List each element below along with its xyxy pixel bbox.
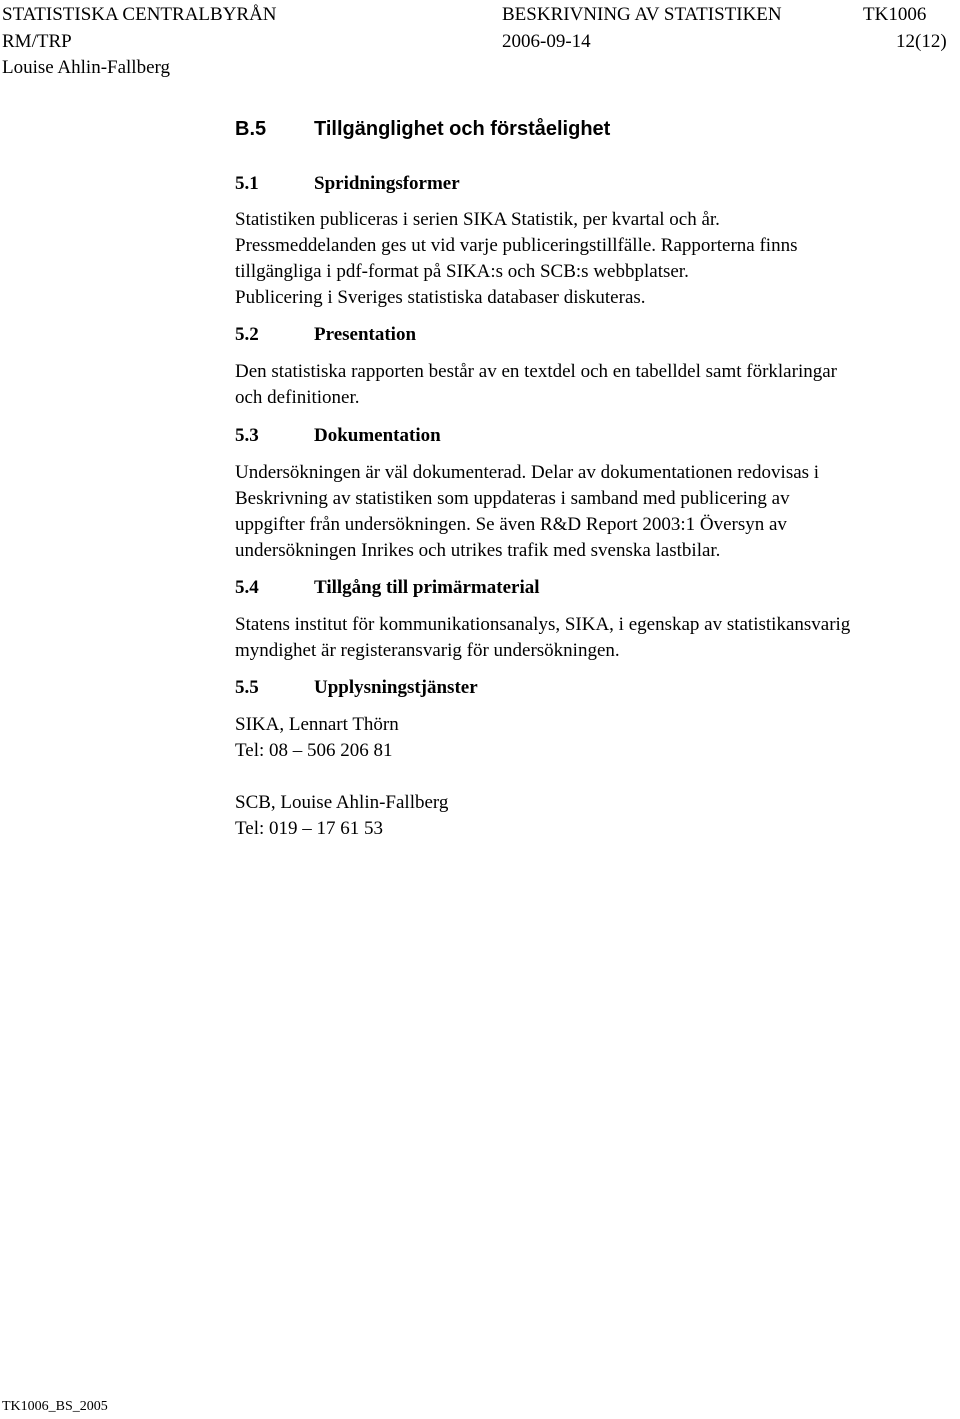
- subsection-title: Presentation: [314, 324, 417, 345]
- header-org: STATISTISKA CENTRALBYRÅN: [2, 4, 277, 25]
- contact-line: Tel: 08 – 506 206 81: [235, 740, 393, 761]
- paragraph-5-4: [235, 612, 955, 664]
- header-doc-id: TK1006: [863, 4, 927, 25]
- header-date: 2006-09-14: [502, 31, 591, 52]
- paragraph-line: Statistiken publiceras i serien SIKA Statistik, per kvartal och år.: [235, 209, 720, 230]
- section-number: B.5: [235, 118, 267, 140]
- paragraph-line: Statens institut för kommunikationsanalys, SIKA, i egenskap av statistikansvarig: [235, 614, 851, 635]
- paragraph-line: Undersökningen är väl dokumenterad. Delar av dokumentationen redovisas i: [235, 462, 820, 483]
- paragraph-line: uppgifter från undersökningen. Se även R&D Report 2003:1 Översyn av: [235, 514, 787, 535]
- section-heading: [235, 117, 610, 141]
- header-dept: RM/TRP: [2, 31, 72, 52]
- contact-sika: [235, 712, 955, 764]
- subsection-number: 5.5: [235, 677, 259, 698]
- contact-line: SCB, Louise Ahlin-Fallberg: [235, 792, 449, 813]
- paragraph-line: och definitioner.: [235, 387, 360, 408]
- subsection-title: Spridningsformer: [314, 173, 460, 194]
- subsection-number: 5.3: [235, 425, 259, 446]
- paragraph-5-1: [235, 207, 955, 311]
- paragraph-5-2: [235, 359, 955, 411]
- paragraph-line: Publicering i Sveriges statistiska databaser diskuteras.: [235, 287, 646, 308]
- contact-scb: [235, 790, 955, 842]
- subsection-heading-5-2: [235, 323, 416, 347]
- subsection-heading-5-4: [235, 576, 540, 600]
- header-author: Louise Ahlin-Fallberg: [2, 57, 170, 78]
- paragraph-line: Beskrivning av statistiken som uppdateras i samband med publicering av: [235, 488, 790, 509]
- paragraph-line: undersökningen Inrikes och utrikes trafik med svenska lastbilar.: [235, 540, 721, 561]
- paragraph-line: myndighet är registeransvarig för undersökningen.: [235, 640, 620, 661]
- subsection-number: 5.2: [235, 324, 259, 345]
- subsection-heading-5-5: [235, 676, 478, 700]
- subsection-number: 5.1: [235, 173, 259, 194]
- paragraph-line: Den statistiska rapporten består av en textdel och en tabelldel samt förklaringar: [235, 361, 837, 382]
- subsection-title: Dokumentation: [314, 425, 441, 446]
- paragraph-line: tillgängliga i pdf-format på SIKA:s och SCB:s webbplatser.: [235, 261, 689, 282]
- contact-line: Tel: 019 – 17 61 53: [235, 818, 384, 839]
- header-doc-type: BESKRIVNING AV STATISTIKEN: [502, 4, 782, 25]
- subsection-title: Upplysningstjänster: [314, 677, 478, 698]
- paragraph-5-3: [235, 460, 955, 564]
- contact-line: SIKA, Lennart Thörn: [235, 714, 399, 735]
- header-page-number: 12(12): [896, 31, 947, 52]
- subsection-heading-5-1: [235, 172, 460, 196]
- paragraph-line: Pressmeddelanden ges ut vid varje publiceringstillfälle. Rapporterna finns: [235, 235, 798, 256]
- subsection-title: Tillgång till primärmaterial: [314, 577, 540, 598]
- subsection-heading-5-3: [235, 424, 441, 448]
- subsection-number: 5.4: [235, 577, 259, 598]
- section-title: Tillgänglighet och förståelighet: [314, 118, 611, 140]
- footer-code: TK1006_BS_2005: [2, 1399, 108, 1414]
